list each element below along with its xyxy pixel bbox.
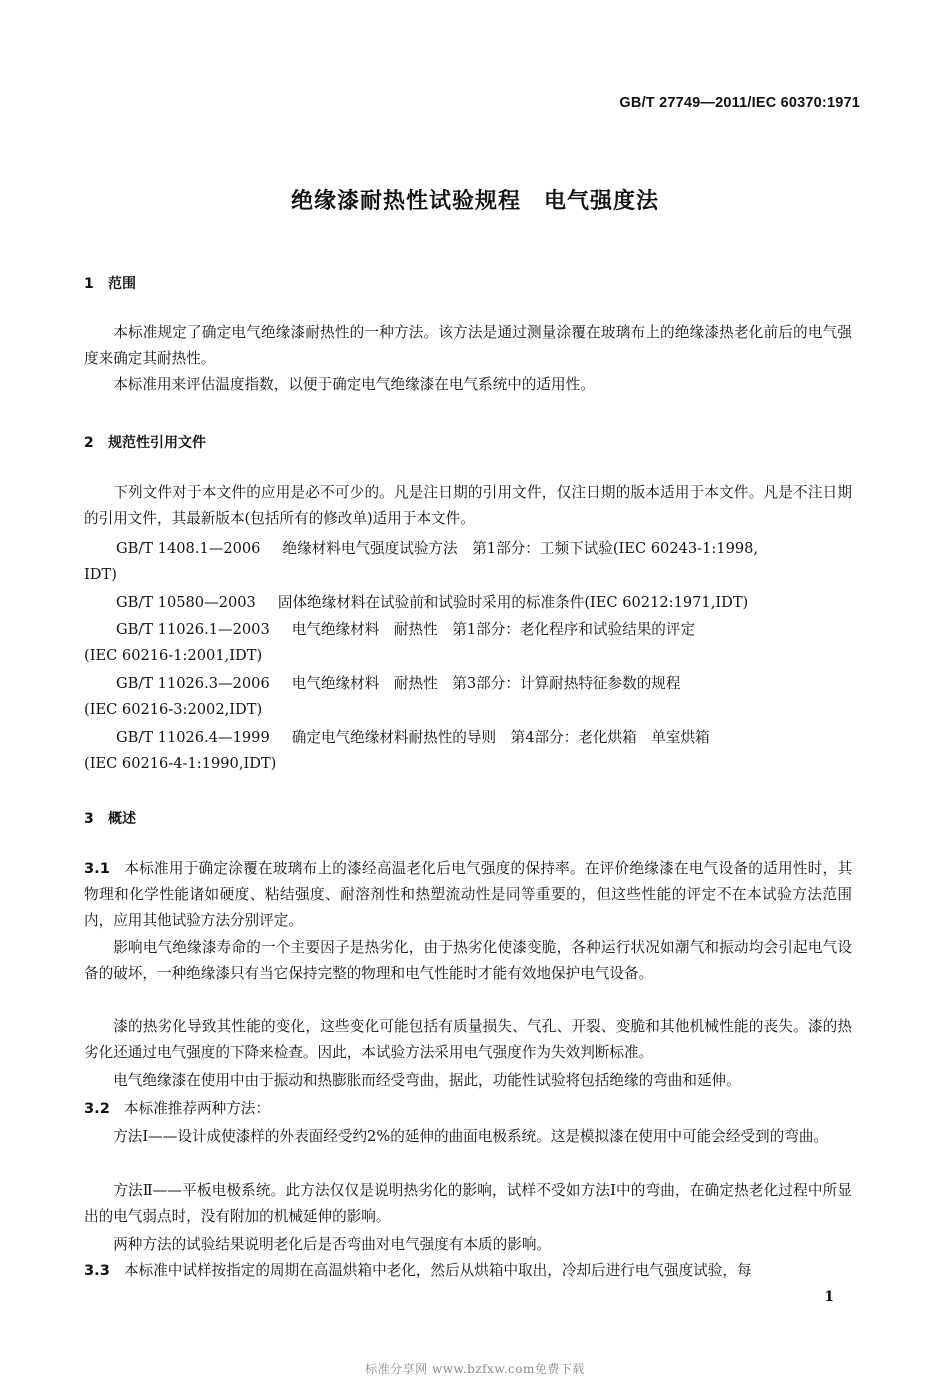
page-number: 1 (824, 1289, 834, 1305)
reference-continuation: (IEC 60216-3:2002,IDT) (84, 701, 263, 718)
clause-3-1-number: 3.1 (84, 860, 110, 877)
clause-3-2-text: 本标准推荐两种方法： (124, 1100, 270, 1117)
reference-item (84, 671, 852, 723)
clause-3-3 (84, 1258, 852, 1284)
section-3-paragraph-a: 影响电气绝缘漆寿命的一个主要因子是热劣化，由于热劣化使漆变脆，各种运行状况如潮气和振动均会引起电气设备的破坏，一种绝缘漆只有当它保持完整的物理和电气性能时才能有效地保护电气设备。 (84, 939, 852, 982)
clause-3-3-number: 3.3 (84, 1262, 110, 1279)
section-2-intro: 下列文件对于本文件的应用是必不可少的。凡是注日期的引用文件，仅注日期的版本适用于本文件。凡是不注日期的引用文件，其最新版本(包括所有的修改单)适用于本文件。 (84, 484, 852, 527)
method-2-paragraph: 方法Ⅱ——平板电极系统。此方法仅仅是说明热劣化的影响，试样不受如方法Ⅰ中的弯曲，在确定热老化过程中所显出的电气弱点时，没有附加的机械延伸的影响。 (84, 1182, 852, 1225)
standard-number: GB/T 27749—2011/IEC 60370:1971 (619, 95, 860, 111)
reference-code: GB/T 11026.4—1999 (116, 729, 270, 746)
reference-code: GB/T 1408.1—2006 (116, 540, 261, 557)
section-3-paragraph-d: 两种方法的试验结果说明老化后是否弯曲对电气强度有本质的影响。 (113, 1236, 552, 1253)
reference-title: 电气绝缘材料 耐热性 第1部分：老化程序和试验结果的评定 (291, 621, 696, 638)
reference-item (84, 536, 852, 588)
reference-item (84, 590, 852, 616)
clause-3-2 (84, 1096, 852, 1122)
section-1-number: 1 (84, 276, 94, 292)
section-3-title: 概述 (108, 811, 136, 827)
section-3-number: 3 (84, 811, 94, 827)
reference-title: 电气绝缘材料 耐热性 第3部分：计算耐热特征参数的规程 (291, 675, 681, 692)
clause-3-1 (84, 856, 852, 934)
clause-3-1-text: 本标准用于确定涂覆在玻璃布上的漆经高温老化后电气强度的保持率。在评价绝缘漆在电气设备的适用性时，其物理和化学性能诸如硬度、粘结强度、耐溶剂性和热塑流动性是同等重要的，但这些性能的评定不在本试验方法范围内，应用其他试验方法分别评定。 (84, 860, 852, 929)
section-3-heading (84, 808, 136, 828)
reference-continuation: (IEC 60216-4-1:1990,IDT) (84, 755, 277, 772)
reference-continuation: (IEC 60216-1:2001,IDT) (84, 647, 263, 664)
method-1-paragraph: 方法Ⅰ——设计成使漆样的外表面经受约2%的延伸的曲面电极系统。这是模拟漆在使用中可能会经受到的弯曲。 (113, 1128, 829, 1145)
clause-3-2-number: 3.2 (84, 1100, 110, 1117)
reference-code: GB/T 11026.1—2003 (116, 621, 270, 638)
section-1-title: 范围 (108, 276, 136, 292)
reference-title: 固体绝缘材料在试验前和试验时采用的标准条件(IEC 60212:1971,IDT) (277, 594, 749, 611)
section-2-heading (84, 432, 206, 452)
reference-item (84, 725, 852, 777)
reference-title: 确定电气绝缘材料耐热性的导则 第4部分：老化烘箱 单室烘箱 (291, 729, 710, 746)
reference-title: 绝缘材料电气强度试验方法 第1部分：工频下试验(IEC 60243-1:1998, (282, 540, 759, 557)
document-title: 绝缘漆耐热性试验规程 电气强度法 (290, 189, 659, 214)
section-3-paragraph-b: 漆的热劣化导致其性能的变化，这些变化可能包括有质量损失、气孔、开裂、变脆和其他机械性能的丧失。漆的热劣化还通过电气强度的下降来检查。因此，本试验方法采用电气强度作为失效判断标准。 (84, 1018, 852, 1061)
reference-item (84, 617, 852, 669)
clause-3-3-text: 本标准中试样按指定的周期在高温烘箱中老化，然后从烘箱中取出，冷却后进行电气强度试验，每 (124, 1262, 752, 1279)
reference-code: GB/T 11026.3—2006 (116, 675, 270, 692)
watermark-text: 标准分享网 www.bzfxw.com免费下载 (365, 1362, 585, 1376)
reference-continuation: IDT) (84, 566, 117, 583)
section-1-heading (84, 273, 136, 293)
section-3-paragraph-c: 电气绝缘漆在使用中由于振动和热膨胀而经受弯曲，据此，功能性试验将包括绝缘的弯曲和延伸。 (113, 1072, 741, 1089)
section-2-number: 2 (84, 435, 94, 451)
section-1-paragraph-1: 本标准规定了确定电气绝缘漆耐热性的一种方法。该方法是通过测量涂覆在玻璃布上的绝缘漆热老化前后的电气强度来确定其耐热性。 (84, 324, 852, 367)
section-2-title: 规范性引用文件 (108, 435, 206, 451)
section-1-paragraph-2: 本标准用来评估温度指数，以便于确定电气绝缘漆在电气系统中的适用性。 (113, 376, 595, 393)
reference-code: GB/T 10580—2003 (116, 594, 256, 611)
